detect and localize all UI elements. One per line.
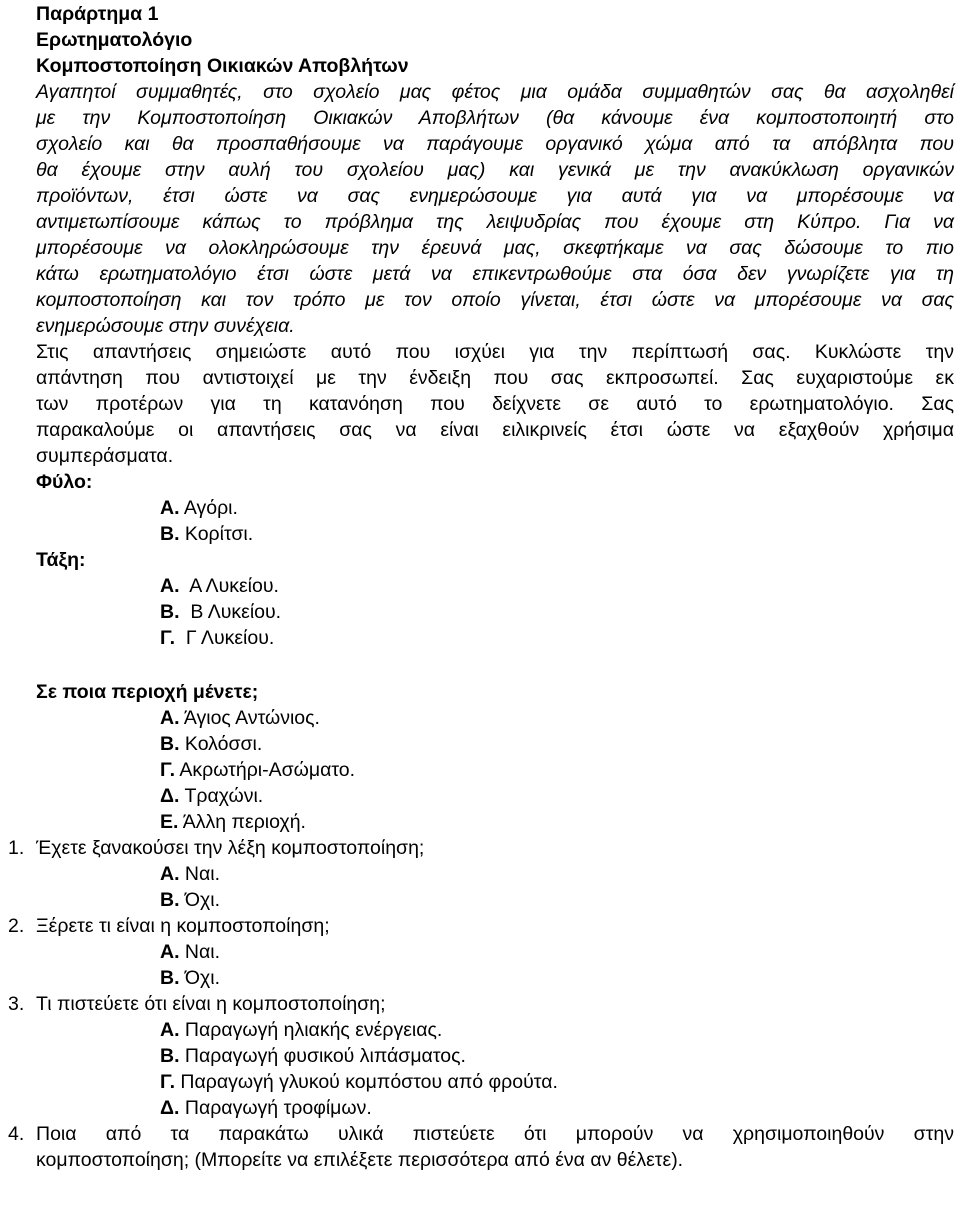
option-letter: Α. [160, 707, 180, 729]
question-text: Έχετε ξανακούσει την λέξη κομποστοποίηση; [36, 837, 425, 859]
intro-line: κομποστοποίηση και τον τρόπο με τον οποίο γίνεται, έτσι ώστε να μπορέσουμε να σας [36, 289, 954, 311]
option-text: Άγιος Αντώνιος. [183, 707, 320, 729]
question-number: 3. [8, 993, 25, 1015]
instructions-line: παρακαλούμε οι απαντήσεις σας να είναι ειλικρινείς έτσι ώστε να εξαχθούν χρήσιμα [36, 419, 954, 441]
appendix-title: Παράρτημα 1 [36, 3, 159, 25]
option-letter: Α. [160, 497, 180, 519]
question-number: 4. [8, 1123, 25, 1145]
document-subject: Κομποστοποίηση Οικιακών Αποβλήτων [36, 55, 409, 77]
q3-option-b[interactable] [160, 1044, 466, 1068]
class-option-a[interactable] [160, 574, 279, 598]
option-text: Παραγωγή γλυκού κομπόστου από φρούτα. [180, 1071, 558, 1093]
option-text: Παραγωγή ηλιακής ενέργειας. [184, 1019, 443, 1041]
option-letter: Β. [160, 601, 180, 623]
region-option-d[interactable] [160, 784, 263, 808]
option-text: Ναι. [184, 941, 221, 963]
option-text: Παραγωγή τροφίμων. [184, 1097, 372, 1119]
option-letter: Β. [160, 733, 180, 755]
question-text: κομποστοποίηση; (Μπορείτε να επιλέξετε περισσότερα από ένα αν θέλετε). [36, 1149, 684, 1171]
intro-line: προϊόντων, έτσι ώστε να σας ενημερώσουμε για αυτά για να μπορέσουμε να [36, 185, 954, 207]
region-label: Σε ποια περιοχή μένετε; [36, 681, 259, 703]
q1-option-b[interactable] [160, 888, 220, 912]
question-text: Ποια από τα παρακάτω υλικά πιστεύετε ότι μπορούν να χρησιμοποιηθούν στην [36, 1123, 954, 1145]
intro-line: μπορέσουμε να ολοκληρώσουμε την έρευνά μας, σκεφτήκαμε να σας δώσουμε το πιο [36, 237, 954, 259]
option-text: Παραγωγή φυσικού λιπάσματος. [184, 1045, 466, 1067]
intro-line: με την Κομποστοποίηση Οικιακών Αποβλήτων (θα κάνουμε ένα κομποστοποιητή στο [36, 107, 954, 129]
question-number: 1. [8, 837, 25, 859]
option-text: Όχι. [184, 967, 221, 989]
option-letter: Δ. [160, 785, 180, 807]
option-letter: Δ. [160, 1097, 180, 1119]
q3-option-d[interactable] [160, 1096, 372, 1120]
q2-option-b[interactable] [160, 966, 220, 990]
intro-line: κάτω ερωτηματολόγιο έτσι ώστε μετά να επικεντρωθούμε στα όσα δεν γνωρίζετε για τη [36, 263, 954, 285]
option-letter: Β. [160, 1045, 180, 1067]
region-option-c[interactable] [160, 758, 355, 782]
question-text: Ξέρετε τι είναι η κομποστοποίηση; [36, 915, 330, 937]
option-letter: Γ. [160, 759, 175, 781]
option-text: Γ Λυκείου. [185, 627, 275, 649]
class-label: Τάξη: [36, 549, 86, 571]
gender-option-b[interactable] [160, 522, 253, 546]
region-option-b[interactable] [160, 732, 262, 756]
intro-line: Αγαπητοί συμμαθητές, στο σχολείο μας φέτος μια ομάδα συμμαθητών σας θα ασχοληθεί [36, 81, 954, 103]
q3-option-c[interactable] [160, 1070, 558, 1094]
intro-line: σχολείο και θα προσπαθήσουμε να παράγουμε οργανικό χώμα από τα απόβλητα που [36, 133, 954, 155]
option-text: Τραχώνι. [184, 785, 264, 807]
option-text: Αγόρι. [183, 497, 238, 519]
option-text: Α Λυκείου. [189, 575, 279, 597]
option-text: Άλλη περιοχή. [182, 811, 306, 833]
option-letter: Β. [160, 889, 180, 911]
document-type: Ερωτηματολόγιο [36, 29, 193, 51]
q1-option-a[interactable] [160, 862, 220, 886]
option-text: Ακρωτήρι-Ασώματο. [179, 759, 356, 781]
intro-line: αντιμετωπίσουμε κάπως το πρόβλημα της λειψυδρίας που έχουμε στη Κύπρο. Για να [36, 211, 954, 233]
gender-option-a[interactable] [160, 496, 238, 520]
option-text: Κορίτσι. [184, 523, 254, 545]
option-letter: Α. [160, 941, 180, 963]
option-letter: Γ. [160, 627, 175, 649]
option-text: Β Λυκείου. [190, 601, 282, 623]
option-letter: Γ. [160, 1071, 175, 1093]
question-text: Τι πιστεύετε ότι είναι η κομποστοποίηση; [36, 993, 386, 1015]
instructions-line: συμπεράσματα. [36, 445, 174, 467]
intro-line: θα έχουμε στην αυλή του σχολείου μας) και γενικά με την ανακύκλωση οργανικών [36, 159, 954, 181]
class-option-b[interactable] [160, 600, 281, 624]
instructions-line: απάντηση που αντιστοιχεί με την ένδειξη που σας εκπροσωπεί. Σας ευχαριστούμε εκ [36, 367, 954, 389]
class-option-c[interactable] [160, 626, 274, 650]
region-option-a[interactable] [160, 706, 320, 730]
option-text: Όχι. [184, 889, 221, 911]
instructions-line: των προτέρων για τη κατανόηση που δείχνετε σε αυτό το ερωτηματολόγιο. Σας [36, 393, 954, 415]
option-letter: Ε. [160, 811, 179, 833]
option-letter: Α. [160, 863, 180, 885]
option-text: Κολόσσι. [184, 733, 263, 755]
option-letter: Β. [160, 523, 180, 545]
option-letter: Β. [160, 967, 180, 989]
region-option-e[interactable] [160, 810, 306, 834]
q2-option-a[interactable] [160, 940, 220, 964]
instructions-line: Στις απαντήσεις σημειώστε αυτό που ισχύει για την περίπτωσή σας. Κυκλώστε την [36, 341, 954, 363]
intro-line: ενημερώσουμε στην συνέχεια. [36, 315, 295, 337]
question-number: 2. [8, 915, 25, 937]
gender-label: Φύλο: [36, 471, 93, 493]
option-letter: Α. [160, 1019, 180, 1041]
option-text: Ναι. [184, 863, 221, 885]
option-letter: Α. [160, 575, 180, 597]
q3-option-a[interactable] [160, 1018, 442, 1042]
